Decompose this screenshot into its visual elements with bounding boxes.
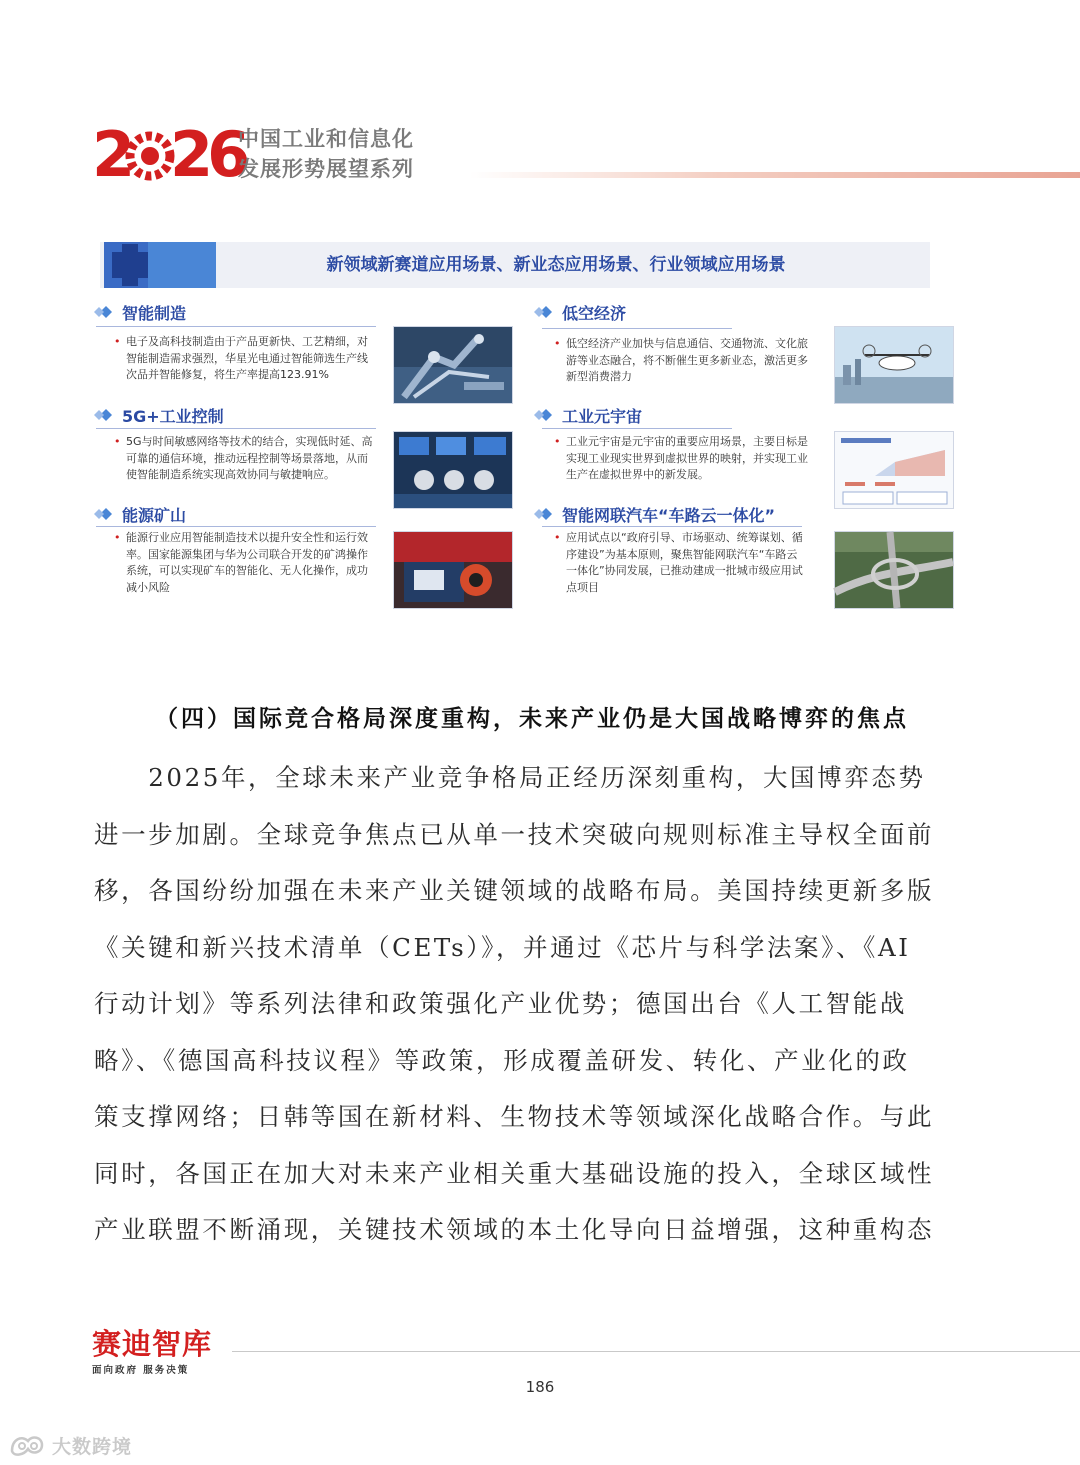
text-line: 5G与时间敏感网络等技术的结合，实现低时延、高: [126, 435, 373, 448]
section-text-smart-manufacturing: [114, 334, 388, 384]
paragraph-line: 移，各国纷纷加强在未来产业关键领域的战略布局。美国持续更新多版: [94, 876, 935, 905]
text-line: 使智能制造系统实现高效协同与敏捷响应。: [126, 468, 335, 481]
text-line: 系统，可以实现矿车的智能化、无人化操作，成功: [126, 564, 368, 577]
series-title-line1: 中国工业和信息化: [238, 127, 414, 151]
metaverse-diagram: [834, 431, 954, 509]
diamond-icon: [94, 505, 116, 523]
text-line: 智能制造需求强烈，华星光电通过智能筛选生产线: [126, 351, 368, 365]
diamond-icon: [534, 505, 556, 523]
section-rule: [542, 328, 732, 329]
section-heading: （四）国际竞合格局深度重构，未来产业仍是大国战略博弈的焦点: [155, 705, 909, 732]
text-line: 序建设”为基本原则，聚焦智能网联汽车“车路云: [566, 547, 798, 561]
evtol-aircraft-photo: [834, 326, 954, 404]
text-line: 能源行业应用智能制造技术以提升安全性和运行效: [126, 531, 368, 544]
control-room-photo: [393, 431, 513, 509]
text-line: 可靠的通信环境，推动远程控制等场景落地，从而: [126, 451, 368, 465]
robotic-arm-photo: [393, 326, 513, 404]
page-number: 186: [525, 1378, 555, 1396]
section-text-industrial-metaverse: [554, 434, 828, 484]
logo-main-text: 赛迪智库: [92, 1327, 213, 1361]
text-line: 一体化”协同发展，已推动建成一批城市级应用试: [566, 564, 803, 577]
diamond-icon: [94, 406, 116, 424]
bullet-icon: •: [554, 435, 561, 448]
text-line: 电子及高科技制造由于产品更新快、工艺精细，对: [126, 335, 368, 348]
watermark: [8, 1430, 132, 1460]
section-title: 工业元宇宙: [562, 406, 643, 426]
section-text-low-altitude-economy: [554, 336, 828, 386]
2026-logo: [92, 118, 245, 191]
logo-tagline: 面向政府 服务决策: [92, 1365, 190, 1376]
section-head-connected-vehicles: [534, 502, 775, 526]
section-title: 智能制造: [122, 303, 187, 323]
section-title: 低空经济: [562, 303, 627, 323]
body-paragraph: [94, 750, 956, 1259]
watermark-text: 大数跨境: [52, 1435, 133, 1458]
section-head-5g-industrial-control: [94, 403, 224, 427]
diamond-icon: [534, 406, 556, 424]
ccid-think-tank-logo: [92, 1328, 242, 1376]
footer-divider: [232, 1351, 1080, 1352]
paragraph-line: 行动计划》等系列法律和政策强化产业优势；德国出台《人工智能战: [94, 989, 907, 1018]
section-rule: [96, 326, 376, 327]
text-line: 应用试点以“政府引导、市场驱动、统筹谋划、循: [566, 531, 803, 544]
paragraph-line: 同时，各国正在加大对未来产业相关重大基础设施的投入，全球区域性: [94, 1158, 935, 1188]
paragraph-line: 策支撑网络；日韩等国在新材料、生物技术等领域深化战略合作。与此: [94, 1102, 935, 1131]
svg-text:26: 26: [170, 118, 245, 191]
highway-interchange-photo: [834, 531, 954, 609]
paragraph-line: 2025年，全球未来产业竞争格局正经历深刻重构，大国博弈态势: [94, 763, 926, 792]
section-title: 智能网联汽车“车路云一体化”: [562, 505, 776, 525]
section-head-industrial-metaverse: [534, 403, 642, 427]
section-rule: [96, 428, 376, 429]
series-title: [238, 124, 478, 184]
section-rule: [542, 428, 732, 429]
section-head-energy-mining: [94, 502, 186, 526]
bullet-icon: •: [114, 435, 121, 448]
section-text-5g-industrial-control: [114, 434, 388, 484]
diamond-icon: [534, 303, 556, 321]
paragraph-line: 《关键和新兴技术清单（CETs）》，并通过《芯片与科学法案》、《AI: [94, 932, 911, 962]
text-line: 新型消费潜力: [566, 370, 632, 383]
bullet-icon: •: [554, 531, 561, 544]
text-line: 实现工业现实世界到虚拟世界的映射，并实现工业: [566, 451, 808, 465]
svg-text:2: 2: [92, 118, 130, 191]
section-rule: [96, 526, 376, 527]
paragraph-line: 进一步加剧。全球竞争焦点已从单一技术突破向规则标准主导权全面前: [94, 819, 935, 849]
section-rule: [542, 526, 802, 527]
section-head-low-altitude-economy: [534, 300, 626, 324]
section-text-energy-mining: [114, 530, 388, 596]
text-line: 工业元宇宙是元宇宙的重要应用场景，主要目标是: [566, 435, 808, 448]
banner-cross-icon: [104, 242, 216, 288]
bullet-icon: •: [114, 531, 121, 544]
series-title-line2: 发展形势展望系列: [238, 157, 414, 181]
text-line: 生产在虚拟世界中的新发展。: [566, 468, 709, 481]
section-head-smart-manufacturing: [94, 300, 186, 324]
figure-title: 新领域新赛道应用场景、新业态应用场景、行业领域应用场景: [326, 255, 786, 275]
bullet-icon: •: [114, 335, 121, 348]
text-line: 次品并智能修复，将生产率提高123.91%: [126, 368, 329, 381]
bullet-icon: •: [554, 337, 561, 350]
text-line: 率。国家能源集团与华为公司联合开发的矿鸿操作: [126, 547, 368, 561]
paragraph-line: 略》、《德国高科技议程》等政策，形成覆盖研发、转化、产业化的政: [94, 1045, 910, 1075]
paragraph-line: 产业联盟不断涌现，关键技术领域的本土化导向日益增强，这种重构态: [94, 1215, 935, 1244]
diamond-icon: [94, 303, 116, 321]
text-line: 低空经济产业加快与信息通信、交通物流、文化旅: [566, 337, 808, 350]
watermark-logo-icon: [8, 1431, 48, 1459]
section-text-connected-vehicles: [554, 530, 828, 596]
section-title: 5G+工业控制: [122, 406, 224, 426]
section-title: 能源矿山: [122, 505, 187, 525]
text-line: 减小风险: [126, 580, 170, 594]
text-line: 游等业态融合，将不断催生更多新业态，激活更多: [566, 353, 808, 367]
text-line: 点项目: [566, 580, 599, 594]
header-divider: [470, 172, 1080, 178]
mining-vehicle-photo: [393, 531, 513, 609]
